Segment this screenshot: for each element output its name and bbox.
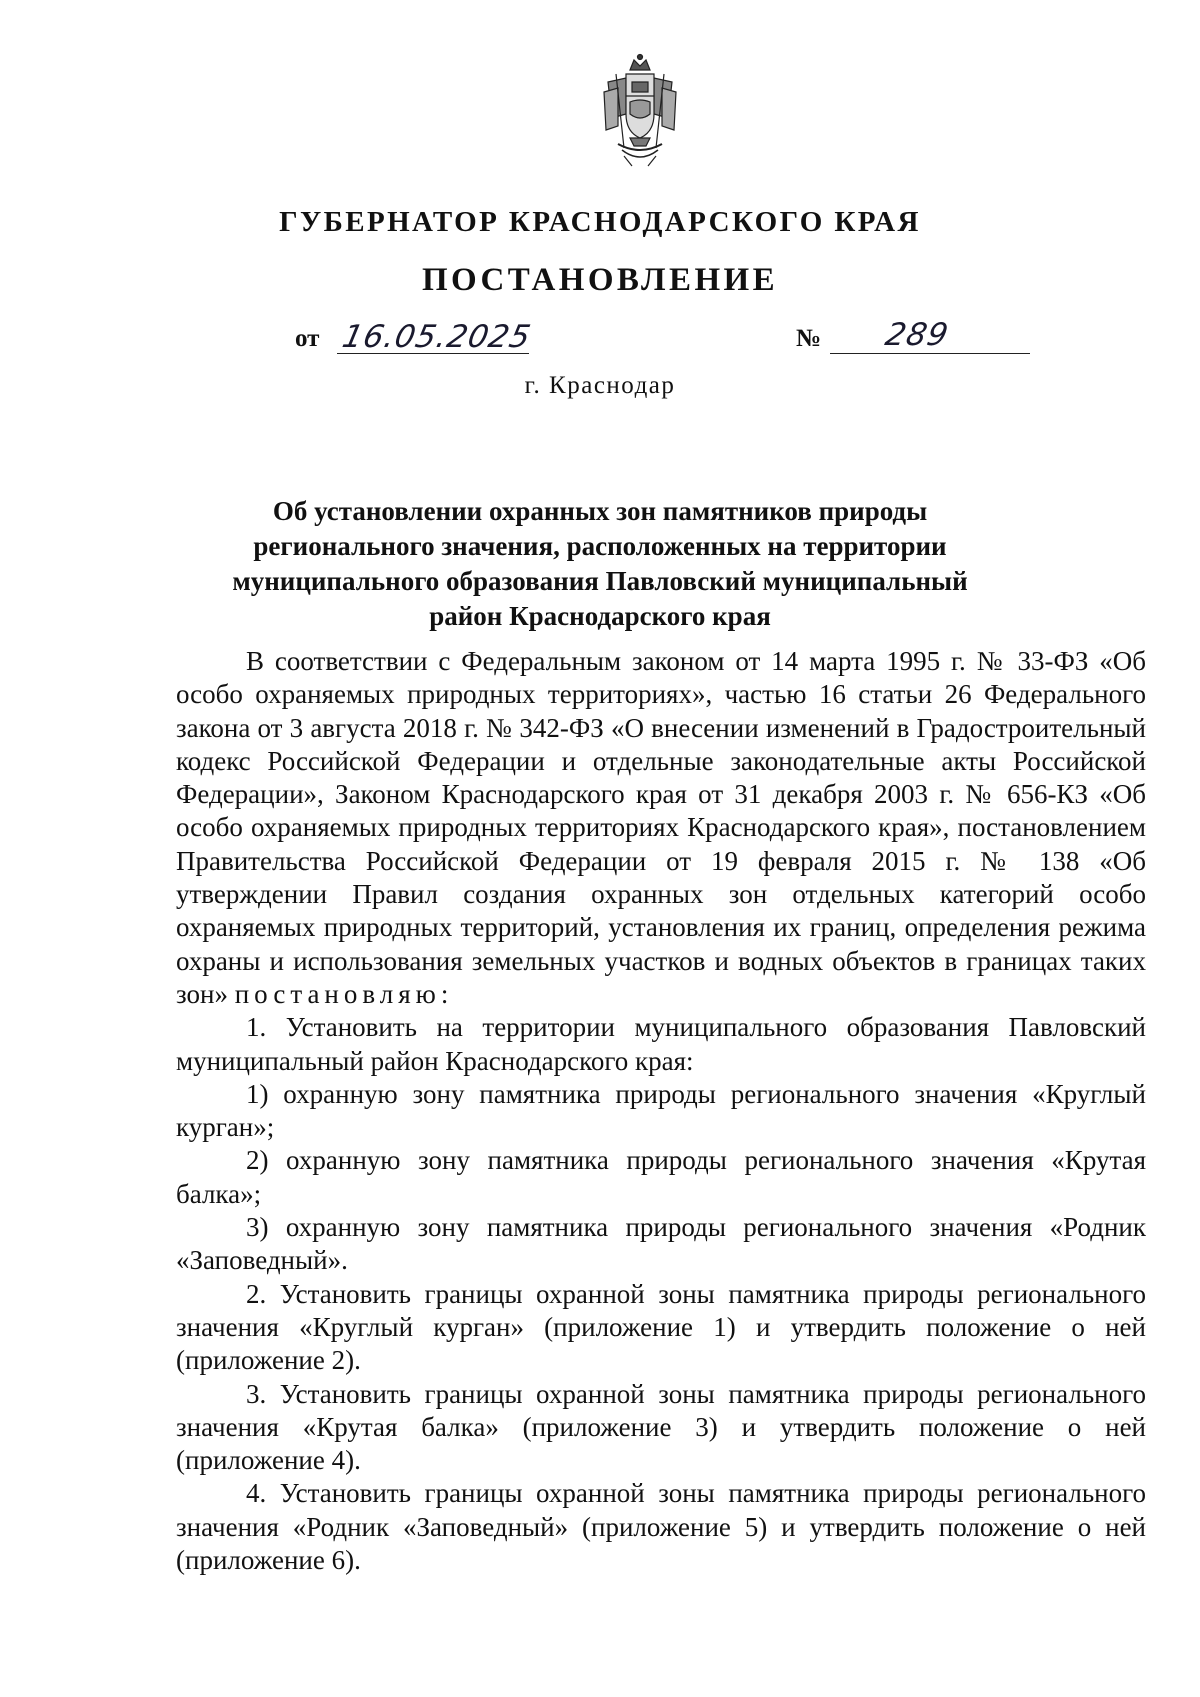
number-value: 289	[882, 317, 952, 353]
item-1-3: 3) охранную зону памятника природы регионального значения «Родник «Заповедный».	[176, 1212, 1146, 1276]
city: г. Краснодар	[524, 372, 676, 399]
document-body	[176, 645, 1146, 1577]
date-label: от	[295, 325, 320, 352]
krasnodar-krai-coat-of-arms-icon	[600, 52, 680, 170]
subject-line-3: муниципального образования Павловский муниципальный	[232, 566, 968, 596]
number-label: №	[796, 325, 822, 352]
number-underline	[830, 353, 1030, 354]
date-value: 16.05.2025	[339, 319, 535, 355]
item-2: 2. Установить границы охранной зоны памятника природы регионального значения «Круглый курган» (приложение 1) и утвердить положение о ней (приложение 2).	[176, 1278, 1146, 1376]
preamble-text: В соответствии с Федеральным законом от 14 марта 1995 г. № 33-ФЗ «Об особо охраняемых природных территориях», частью 16 статьи 26 Федерального закона от 3 августа 2018 г. № 342-ФЗ «О внесении изменений в Градостроительный кодекс Российской Федерации и отдельные законодательные акты Российской Федерации», Законом Краснодарского края от 31 декабря 2003 г. № 656-КЗ «Об особо охраняемых природных территориях Краснодарского края», постановлением Правительства Российской Федерации от 19 февраля 2015 г. № 138 «Об утверждении Правил создания охранных зон отдельных категорий особо охраняемых природных территорий, установления их границ, определения режима охраны и использования земельных участков и водных объектов в границах таких зон»	[176, 646, 1146, 1009]
preamble-paragraph	[176, 645, 1146, 1011]
item-1-1: 1) охранную зону памятника природы регионального значения «Круглый курган»;	[176, 1078, 1146, 1143]
item-1: 1. Установить на территории муниципального образования Павловский муниципальный район Краснодарского края:	[176, 1012, 1146, 1076]
item-1-2: 2) охранную зону памятника природы регионального значения «Крутая балка»;	[176, 1145, 1146, 1209]
subject-line-1: Об установлении охранных зон памятников природы	[272, 496, 928, 526]
subject-line-4: район Краснодарского края	[429, 601, 771, 631]
date-field	[295, 319, 535, 355]
resolve-word: постановляю:	[234, 978, 454, 1009]
number-field	[796, 317, 952, 353]
subject-line-2: регионального значения, расположенных на территории	[253, 531, 947, 561]
authority-title: ГУБЕРНАТОР КРАСНОДАРСКОГО КРАЯ	[279, 206, 921, 238]
document-subject	[150, 494, 1050, 634]
item-3: 3. Установить границы охранной зоны памятника природы регионального значения «Крутая балка» (приложение 3) и утвердить положение о ней (приложение 4).	[176, 1378, 1146, 1476]
item-4: 4. Установить границы охранной зоны памятника природы регионального значения «Родник «Заповедный» (приложение 5) и утвердить положение о ней (приложение 6).	[176, 1478, 1146, 1576]
document-type: ПОСТАНОВЛЕНИЕ	[421, 262, 778, 298]
